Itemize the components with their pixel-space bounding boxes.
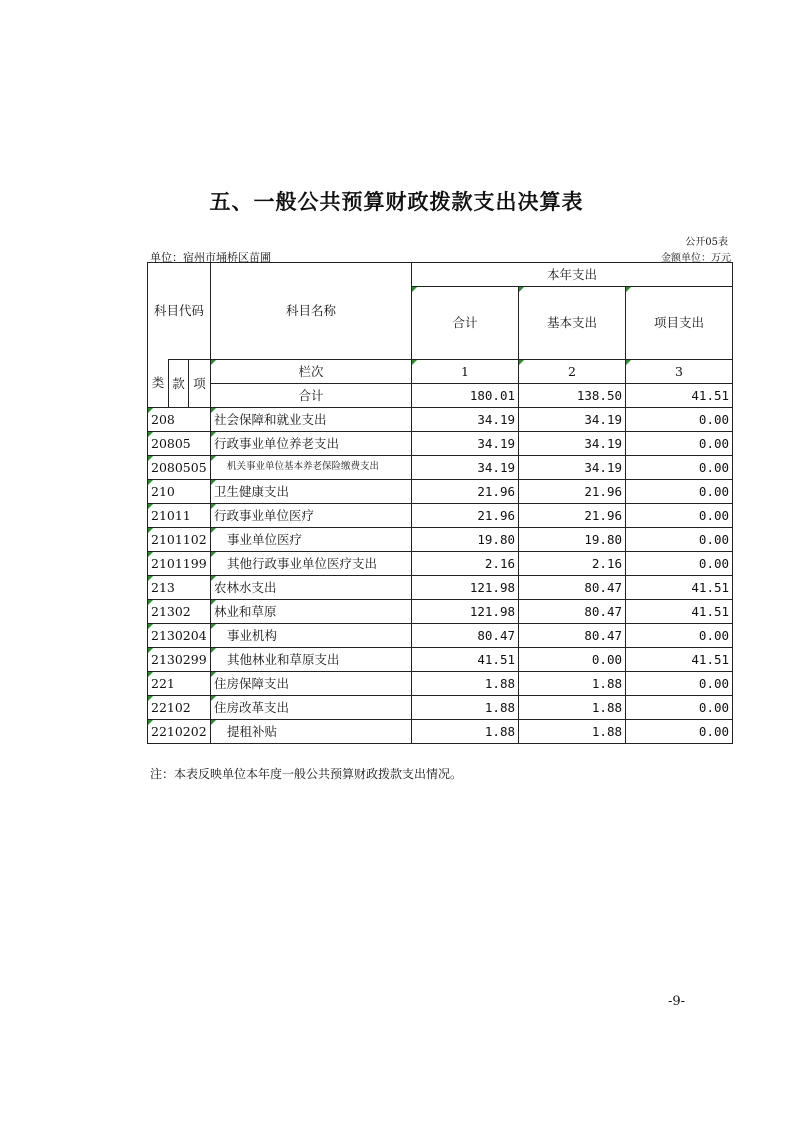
col2-label: 2 — [519, 360, 626, 384]
money-unit-label: 金额单位：万元 — [661, 253, 731, 264]
row-project: 0.00 — [626, 672, 733, 696]
row-project: 0.00 — [626, 456, 733, 480]
row-name: 其他林业和草原支出 — [211, 648, 412, 672]
col3-label: 3 — [626, 360, 733, 384]
row-name: 事业单位医疗 — [211, 528, 412, 552]
row-total: 121.98 — [412, 576, 519, 600]
row-name: 卫生健康支出 — [211, 480, 412, 504]
row-name: 农林水支出 — [211, 576, 412, 600]
current-year-header: 本年支出 — [412, 263, 733, 287]
row-basic: 21.96 — [519, 480, 626, 504]
basic-header: 基本支出 — [519, 287, 626, 360]
total-header: 合计 — [412, 287, 519, 360]
row-project: 41.51 — [626, 648, 733, 672]
row-basic: 80.47 — [519, 600, 626, 624]
kuan-header: 款 — [169, 360, 189, 408]
row-name: 事业机构 — [211, 624, 412, 648]
subject-code-header: 科目代码 — [148, 263, 211, 360]
row-code: 2130204 — [148, 624, 211, 648]
row-basic: 21.96 — [519, 504, 626, 528]
row-code: 2080505 — [148, 456, 211, 480]
row-project: 0.00 — [626, 480, 733, 504]
table-row — [148, 696, 733, 720]
row-name: 住房保障支出 — [211, 672, 412, 696]
row-code: 208 — [148, 408, 211, 432]
row-name: 提租补贴 — [211, 720, 412, 744]
row-name: 林业和草原 — [211, 600, 412, 624]
row-total: 34.19 — [412, 456, 519, 480]
table-row — [148, 456, 733, 480]
row-total: 1.88 — [412, 672, 519, 696]
row-basic: 1.88 — [519, 672, 626, 696]
row-basic: 34.19 — [519, 408, 626, 432]
row-code: 21302 — [148, 600, 211, 624]
form-code: 公开05表 — [685, 237, 728, 248]
column-label: 栏次 — [211, 360, 412, 384]
total-row-project: 41.51 — [626, 384, 733, 408]
row-code: 21011 — [148, 504, 211, 528]
row-basic: 80.47 — [519, 576, 626, 600]
row-basic: 1.88 — [519, 720, 626, 744]
subject-name-header: 科目名称 — [211, 263, 412, 360]
row-code: 22102 — [148, 696, 211, 720]
row-code: 213 — [148, 576, 211, 600]
page-title: 五、一般公共预算财政拨款支出决算表 — [209, 190, 584, 214]
table-row — [148, 432, 733, 456]
xiang-header: 项 — [189, 360, 211, 408]
project-header: 项目支出 — [626, 287, 733, 360]
total-row-total: 180.01 — [412, 384, 519, 408]
row-total: 34.19 — [412, 432, 519, 456]
row-basic: 2.16 — [519, 552, 626, 576]
row-basic: 80.47 — [519, 624, 626, 648]
row-project: 0.00 — [626, 624, 733, 648]
row-code: 2130299 — [148, 648, 211, 672]
table-row — [148, 408, 733, 432]
row-total: 121.98 — [412, 600, 519, 624]
row-basic: 34.19 — [519, 456, 626, 480]
row-total: 21.96 — [412, 504, 519, 528]
row-code: 2101199 — [148, 552, 211, 576]
row-name: 行政事业单位医疗 — [211, 504, 412, 528]
table-row — [148, 480, 733, 504]
row-project: 0.00 — [626, 552, 733, 576]
table-note: 注：本表反映单位本年度一般公共预算财政拨款支出情况。 — [150, 767, 463, 781]
row-name: 其他行政事业单位医疗支出 — [211, 552, 412, 576]
table-row — [148, 504, 733, 528]
lei-header: 类 — [148, 360, 169, 408]
row-project: 0.00 — [626, 408, 733, 432]
row-total: 1.88 — [412, 696, 519, 720]
row-basic: 0.00 — [519, 648, 626, 672]
row-name: 住房改革支出 — [211, 696, 412, 720]
row-project: 0.00 — [626, 528, 733, 552]
row-project: 0.00 — [626, 504, 733, 528]
table-row — [148, 552, 733, 576]
row-code: 210 — [148, 480, 211, 504]
budget-expenditure-table — [147, 262, 733, 744]
row-basic: 34.19 — [519, 432, 626, 456]
row-name: 行政事业单位养老支出 — [211, 432, 412, 456]
row-total: 1.88 — [412, 720, 519, 744]
table-row — [148, 576, 733, 600]
row-total: 80.47 — [412, 624, 519, 648]
row-code: 221 — [148, 672, 211, 696]
row-basic: 19.80 — [519, 528, 626, 552]
row-total: 34.19 — [412, 408, 519, 432]
row-basic: 1.88 — [519, 696, 626, 720]
table-row — [148, 528, 733, 552]
table-row — [148, 672, 733, 696]
row-total: 19.80 — [412, 528, 519, 552]
col1-label: 1 — [412, 360, 519, 384]
row-project: 41.51 — [626, 600, 733, 624]
table-row — [148, 624, 733, 648]
row-project: 0.00 — [626, 696, 733, 720]
row-code: 2101102 — [148, 528, 211, 552]
row-project: 0.00 — [626, 432, 733, 456]
row-total: 21.96 — [412, 480, 519, 504]
row-name: 机关事业单位基本养老保险缴费支出 — [211, 456, 412, 480]
row-total: 41.51 — [412, 648, 519, 672]
total-row-basic: 138.50 — [519, 384, 626, 408]
row-total: 2.16 — [412, 552, 519, 576]
row-code: 20805 — [148, 432, 211, 456]
row-project: 0.00 — [626, 720, 733, 744]
table-row — [148, 600, 733, 624]
total-row-label: 合计 — [211, 384, 412, 408]
row-name: 社会保障和就业支出 — [211, 408, 412, 432]
table-row — [148, 648, 733, 672]
table-row — [148, 720, 733, 744]
row-project: 41.51 — [626, 576, 733, 600]
unit-label: 单位：宿州市埇桥区苗圃 — [150, 251, 271, 264]
page-number: -9- — [668, 994, 686, 1009]
row-code: 2210202 — [148, 720, 211, 744]
